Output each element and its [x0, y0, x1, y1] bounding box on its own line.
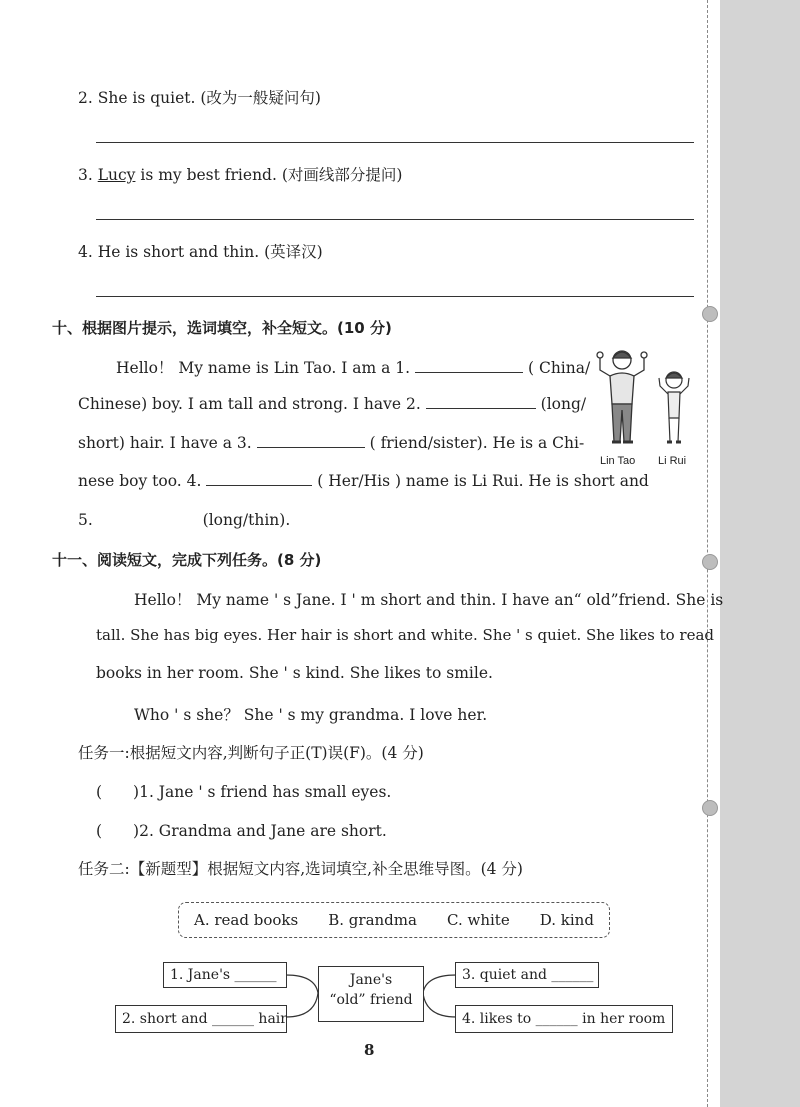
- blank-1[interactable]: [415, 372, 523, 373]
- mind-map-center-line2: “old” friend: [329, 992, 413, 1008]
- li-rui-figure: [659, 372, 689, 442]
- q9-item3-num: 3.: [78, 166, 98, 184]
- binding-hole: [702, 800, 718, 816]
- blank-5[interactable]: [98, 524, 198, 525]
- q10-line5-num: 5.: [78, 511, 93, 529]
- task1-heading: 任务一:根据短文内容,判断句子正(T)误(F)。(4 分): [78, 744, 424, 762]
- passage-line1: Hello！ My name ' s Jane. I ' m short and thin. I have an“ old”friend. She is: [134, 591, 724, 609]
- mind-map-center-line1: Jane's: [349, 972, 393, 988]
- task2-heading: 任务二:【新题型】根据短文内容,选词填空,补全思维导图。(4 分): [78, 860, 523, 878]
- q10-heading: 十、根据图片提示，选词填空，补全短文。(10 分): [52, 319, 392, 337]
- q9-item2: 2. She is quiet. (改为一般疑问句): [78, 89, 321, 107]
- option-c: C. white: [447, 911, 510, 929]
- q10-line5: [78, 511, 290, 529]
- blank-4[interactable]: [206, 485, 312, 486]
- q10-line3-choice: ( friend/sister). He is a Chi-: [369, 434, 585, 452]
- q10-line4-text: nese boy too. 4.: [78, 472, 202, 490]
- q9-item3-underlined: Lucy: [97, 166, 136, 184]
- q10-line1-text: Hello！ My name is Lin Tao. I am a 1.: [116, 359, 411, 377]
- side-margin: [720, 0, 800, 1107]
- q10-line3: [78, 434, 584, 452]
- blank-2[interactable]: [426, 408, 536, 409]
- passage-line2: tall. She has big eyes. Her hair is short and white. She ' s quiet. She likes to read: [96, 626, 715, 644]
- boys-illustration: [596, 346, 700, 458]
- option-d: D. kind: [539, 911, 594, 929]
- q9-item4: 4. He is short and thin. (英译汉): [78, 243, 323, 261]
- mind-map-box-3[interactable]: 3. quiet and ______: [455, 962, 599, 988]
- mind-map-box-2[interactable]: 2. short and ______ hair: [115, 1005, 287, 1033]
- q10-line2-choice: (long/: [540, 395, 587, 413]
- tf-item-2[interactable]: ( )2. Grandma and Jane are short.: [96, 822, 387, 840]
- mind-map-center: [318, 966, 424, 1022]
- binding-hole: [702, 306, 718, 322]
- q10-line1-choice: ( China/: [527, 359, 591, 377]
- binding-hole: [702, 554, 718, 570]
- mind-map-box-1[interactable]: 1. Jane's ______: [163, 962, 287, 988]
- answer-line: [96, 142, 694, 143]
- q9-item3: [78, 163, 402, 185]
- q10-line3-text: short) hair. I have a 3.: [78, 434, 252, 452]
- q10-line4-choice: ( Her/His ) name is Li Rui. He is short and: [317, 472, 649, 490]
- option-a: A. read books: [194, 911, 299, 929]
- lin-tao-figure: [597, 351, 647, 442]
- q9-item3-rest: is my best friend. (对画线部分提问): [135, 166, 403, 184]
- fig-label-lin-tao: Lin Tao: [600, 455, 636, 467]
- answer-line: [96, 296, 694, 297]
- q11-heading: 十一、阅读短文，完成下列任务。(8 分): [52, 551, 322, 569]
- q10-line4: [78, 472, 649, 490]
- q10-line1: [116, 356, 590, 378]
- fig-label-li-rui: Li Rui: [658, 455, 687, 467]
- answer-line: [96, 219, 694, 220]
- passage-line4: Who ' s she？ She ' s my grandma. I love her.: [134, 706, 488, 724]
- page-number: 8: [364, 1041, 375, 1059]
- q10-line2-text: Chinese) boy. I am tall and strong. I have 2.: [78, 395, 421, 413]
- tf-item-1[interactable]: ( )1. Jane ' s friend has small eyes.: [96, 783, 392, 801]
- word-options-box: [178, 902, 610, 938]
- blank-3[interactable]: [257, 447, 365, 448]
- option-b: B. grandma: [328, 911, 417, 929]
- passage-line3: books in her room. She ' s kind. She likes to smile.: [96, 664, 493, 682]
- q10-line5-choice: (long/thin).: [202, 511, 291, 529]
- mind-map-box-4[interactable]: 4. likes to ______ in her room: [455, 1005, 673, 1033]
- q10-line2: [78, 395, 586, 413]
